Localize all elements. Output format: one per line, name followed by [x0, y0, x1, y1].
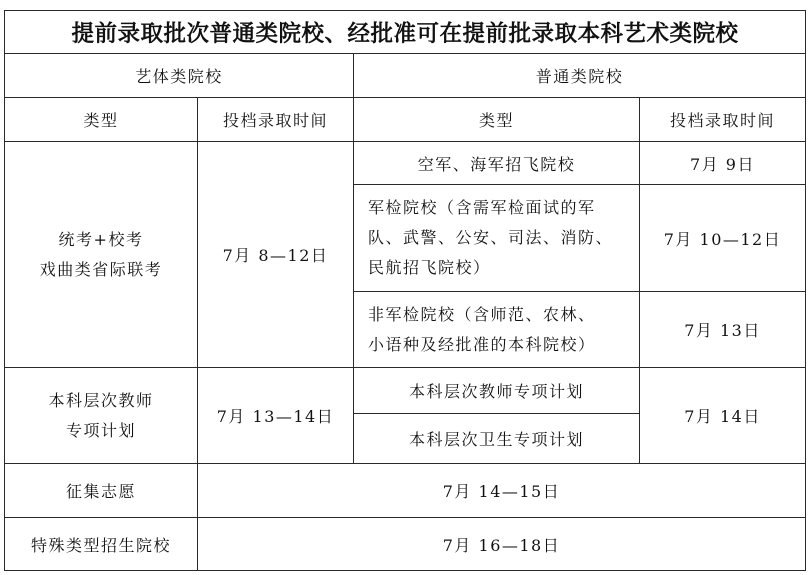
- general-type-cell: [354, 368, 640, 414]
- cell-line: 非军检院校（含师范、农林、: [368, 304, 596, 324]
- art-time-header: 投档录取时间: [198, 98, 354, 142]
- cell-line: 本科层次教师专项计划: [408, 382, 584, 401]
- shared-type-cell: 征集志愿: [5, 464, 198, 518]
- cell-line: 戏曲类省际联考: [39, 259, 163, 279]
- general-group-header: 普通类院校: [354, 54, 806, 98]
- cell-line: 民航招飞院校）: [368, 258, 491, 277]
- shared-type-cell: 特殊类型招生院校: [5, 518, 198, 571]
- general-type-header: 类型: [354, 98, 640, 142]
- art-time-cell: 7月 13—14日: [198, 368, 354, 464]
- cell-line: 统考+校考: [58, 229, 144, 249]
- cell-line: 空军、海军招飞院校: [417, 154, 576, 174]
- title-row: [5, 11, 806, 54]
- art-group-header: 艺体类院校: [5, 54, 354, 98]
- art-type-cell: [5, 368, 198, 464]
- art-type-header: 类型: [5, 98, 198, 142]
- shared-time-cell: 7月 16—18日: [198, 518, 806, 571]
- table-row: [5, 464, 806, 518]
- shared-time-cell: 7月 14—15日: [198, 464, 806, 518]
- cell-line: 本科层次卫生专项计划: [408, 430, 584, 449]
- general-time-cell: 7月 14日: [640, 368, 806, 464]
- table-row: [5, 518, 806, 571]
- general-time-cell: 7月 9日: [640, 142, 806, 185]
- admission-schedule-table: [4, 10, 806, 571]
- cell-line: 军检院校（含需军检面试的军: [368, 198, 596, 217]
- art-type-cell: [5, 142, 198, 368]
- general-time-header: 投档录取时间: [640, 98, 806, 142]
- cell-line: 队、武警、公安、司法、消防、: [368, 228, 614, 247]
- cell-line: 专项计划: [65, 420, 136, 440]
- group-header-row: [5, 54, 806, 98]
- table-title: 提前录取批次普通类院校、经批准可在提前批录取本科艺术类院校: [5, 11, 806, 54]
- general-time-cell: 7月 13日: [640, 292, 806, 368]
- column-header-row: [5, 98, 806, 142]
- general-type-cell: [354, 185, 640, 292]
- general-type-cell: [354, 142, 640, 185]
- cell-line: 小语种及经批准的本科院校）: [368, 334, 596, 354]
- general-type-cell: [354, 414, 640, 464]
- general-time-cell: 7月 10—12日: [640, 185, 806, 292]
- art-time-cell: 7月 8—12日: [198, 142, 354, 368]
- cell-line: 本科层次教师: [48, 390, 154, 410]
- table-row: [5, 368, 806, 414]
- general-type-cell: [354, 292, 640, 368]
- table-row: [5, 142, 806, 185]
